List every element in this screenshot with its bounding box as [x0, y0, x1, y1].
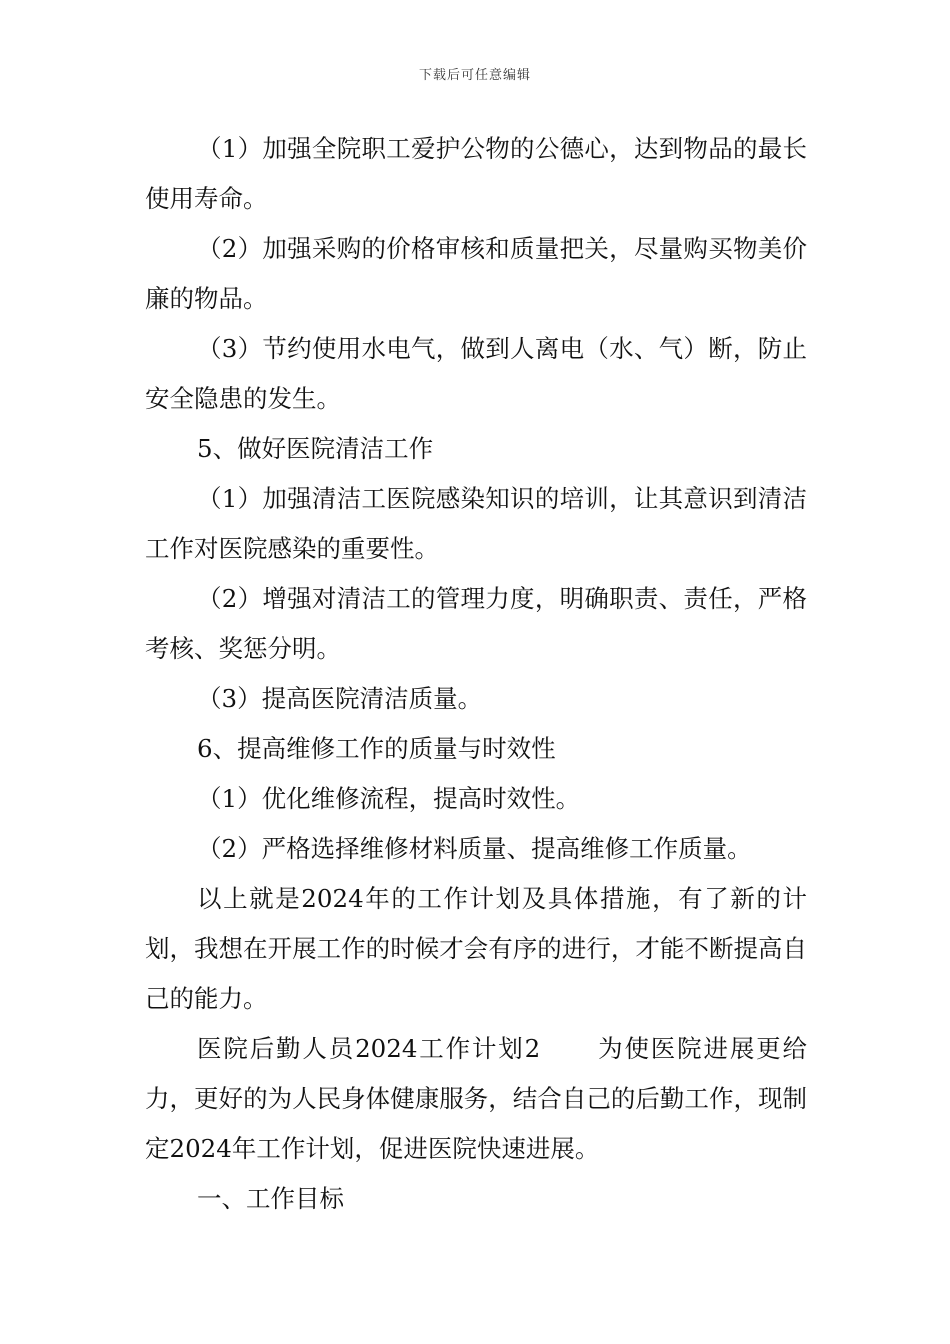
paragraph-3: （3）节约使用水电气，做到人离电（水、气）断，防止安全隐患的发生。 — [145, 334, 807, 413]
paragraph-1: （1）加强全院职工爱护公物的公德心，达到物品的最长使用寿命。 — [145, 134, 807, 213]
plan-2-body: 为使医院进展更给力，更好的为人民身体健康服务，结合自己的后勤工作，现制定2024年工作计划，促进医院快速进展。 — [145, 1034, 808, 1163]
paragraph-plan-2 — [145, 1024, 807, 1174]
document-body — [145, 124, 807, 1224]
paragraph-6: （2）增强对清洁工的管理力度，明确职责、责任，严格考核、奖惩分明。 — [145, 584, 807, 663]
page-header: 下载后可任意编辑 — [418, 68, 531, 83]
section-heading-6: 6、提高维修工作的质量与时效性 — [197, 734, 556, 763]
paragraph-2: （2）加强采购的价格审核和质量把关，尽量购买物美价廉的物品。 — [145, 234, 807, 313]
section-heading-5: 5、做好医院清洁工作 — [197, 434, 434, 463]
paragraph-9: （1）优化维修流程，提高时效性。 — [197, 784, 581, 813]
paragraph-5: （1）加强清洁工医院感染知识的培训，让其意识到清洁工作对医院感染的重要性。 — [145, 484, 807, 563]
plan-2-title: 医院后勤人员2024工作计划2 — [197, 1034, 541, 1063]
paragraph-7: （3）提高医院清洁质量。 — [197, 684, 483, 713]
section-heading-goals: 一、工作目标 — [197, 1184, 344, 1213]
paragraph-10: （2）严格选择维修材料质量、提高维修工作质量。 — [197, 834, 752, 863]
paragraph-summary: 以上就是2024年的工作计划及具体措施，有了新的计划，我想在开展工作的时候才会有序的进行，才能不断提高自己的能力。 — [145, 884, 807, 1013]
